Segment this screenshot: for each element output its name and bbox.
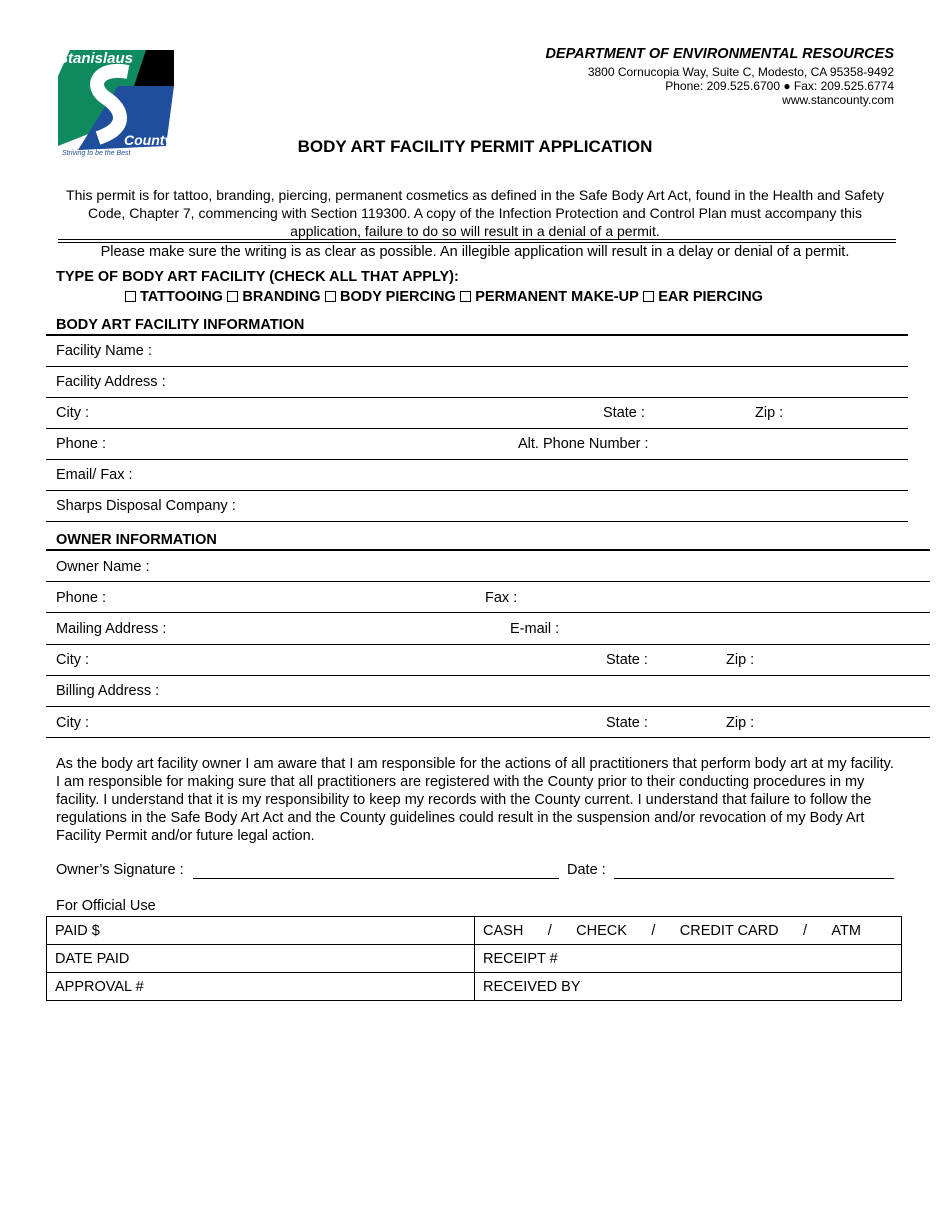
- official-use-heading: For Official Use: [56, 898, 156, 914]
- owner-statement: As the body art facility owner I am aware that I am responsible for the actions of all practitioners that perform body art at my facility. I am responsible for making sure that all practitioners are registered with the County prior to their conducting procedures in my facility. I understand that it is my responsibility to keep my records with the County current. I understand that failure to follow the regulations in the Safe Body Art Act and the County guidelines could result in the suspension and/or revocation of my Body Art Facility Permit and/or future legal action.: [56, 756, 894, 844]
- option-body-piercing: BODY PIERCING: [340, 289, 456, 305]
- field-rule: [46, 459, 908, 460]
- billing-zip-label: Zip :: [726, 715, 755, 731]
- payment-separator: /: [802, 922, 808, 939]
- checkbox-branding[interactable]: [227, 291, 238, 302]
- option-permanent-make-up: PERMANENT MAKE-UP: [475, 289, 639, 305]
- owner-city-label: City :: [56, 652, 90, 668]
- field-rule: [46, 675, 930, 676]
- owner-signature-field[interactable]: [193, 858, 559, 879]
- billing-state-label: State :: [606, 715, 648, 731]
- date-paid-label: DATE PAID: [55, 950, 130, 967]
- payment-cash[interactable]: CASH: [483, 922, 524, 939]
- owner-state-field[interactable]: [656, 649, 716, 673]
- facility-info-heading: BODY ART FACILITY INFORMATION: [56, 317, 305, 333]
- department-name: DEPARTMENT OF ENVIRONMENTAL RESOURCES: [545, 46, 894, 62]
- divider: [58, 239, 896, 240]
- receipt-cell[interactable]: [475, 945, 902, 973]
- owner-name-label: Owner Name :: [56, 559, 150, 575]
- field-rule: [46, 737, 930, 738]
- payment-atm[interactable]: ATM: [831, 922, 861, 939]
- owner-state-label: State :: [606, 652, 648, 668]
- date-label: Date :: [567, 862, 606, 878]
- billing-address-label: Billing Address :: [56, 683, 160, 699]
- sharps-disposal-field[interactable]: [255, 495, 905, 519]
- owner-mailing-address-field[interactable]: [180, 618, 500, 642]
- logo-bottom-text: County: [124, 132, 173, 148]
- department-website: www.stancounty.com: [782, 93, 894, 107]
- facility-phone-field[interactable]: [115, 433, 505, 457]
- field-rule: [46, 366, 908, 367]
- field-rule: [46, 612, 930, 613]
- official-use-table: [46, 916, 902, 1001]
- option-branding: BRANDING: [242, 289, 321, 305]
- date-paid-cell[interactable]: [47, 945, 475, 973]
- owner-phone-label: Phone :: [56, 590, 106, 606]
- facility-address-field[interactable]: [180, 371, 905, 395]
- facility-type-options: [125, 288, 763, 306]
- field-rule: [46, 428, 908, 429]
- billing-city-field[interactable]: [100, 712, 595, 736]
- facility-city-field[interactable]: [100, 402, 590, 426]
- facility-phone-label: Phone :: [56, 436, 106, 452]
- facility-name-field[interactable]: [165, 340, 905, 364]
- field-rule: [46, 706, 930, 707]
- logo-top-text: Stanislaus: [58, 50, 134, 67]
- checkbox-body-piercing[interactable]: [325, 291, 336, 302]
- field-rule: [46, 644, 930, 645]
- paid-label: PAID $: [55, 922, 100, 939]
- facility-name-label: Facility Name :: [56, 343, 152, 359]
- owner-fax-field[interactable]: [525, 587, 925, 611]
- facility-zip-label: Zip :: [755, 405, 784, 421]
- facility-email-fax-label: Email/ Fax :: [56, 467, 133, 483]
- department-phone-fax: Phone: 209.525.6700 ● Fax: 209.525.6774: [665, 79, 894, 93]
- date-field[interactable]: [614, 858, 894, 879]
- paid-cell[interactable]: [47, 917, 475, 945]
- receipt-label: RECEIPT #: [483, 950, 558, 967]
- owner-mailing-address-label: Mailing Address :: [56, 621, 167, 637]
- intro-text: This permit is for tattoo, branding, piercing, permanent cosmetics as defined in the Safe Body Art Act, found in the Health and Safety Code, Chapter 7, commencing with Section 119300. A copy of the Infection Protection and Control Plan must accompany this application, failure to do so will result in a denial of a permit.: [66, 187, 884, 239]
- facility-address-label: Facility Address :: [56, 374, 166, 390]
- page-title: BODY ART FACILITY PERMIT APPLICATION: [297, 137, 653, 156]
- facility-alt-phone-label: Alt. Phone Number :: [518, 436, 649, 452]
- facility-type-heading: TYPE OF BODY ART FACILITY (CHECK ALL THAT APPLY):: [56, 269, 459, 285]
- owner-signature-label: Owner’s Signature :: [56, 862, 184, 878]
- payment-check[interactable]: CHECK: [576, 922, 627, 939]
- billing-city-label: City :: [56, 715, 90, 731]
- option-tattooing: TATTOOING: [140, 289, 223, 305]
- payment-method-cell: [475, 917, 902, 945]
- owner-city-field[interactable]: [100, 649, 595, 673]
- legibility-note: Please make sure the writing is as clear as possible. An illegible application will result in a delay or denial of a permit.: [100, 244, 850, 260]
- checkbox-ear-piercing[interactable]: [643, 291, 654, 302]
- logo-tagline: Striving to be the Best: [62, 150, 131, 157]
- facility-alt-phone-field[interactable]: [665, 433, 905, 457]
- payment-separator: /: [547, 922, 552, 939]
- owner-zip-label: Zip :: [726, 652, 755, 668]
- received-by-cell[interactable]: [475, 973, 902, 1001]
- approval-cell[interactable]: [47, 973, 475, 1001]
- field-rule: [46, 490, 908, 491]
- owner-email-field[interactable]: [570, 618, 925, 642]
- owner-info-heading: OWNER INFORMATION: [56, 532, 217, 548]
- owner-zip-field[interactable]: [762, 649, 925, 673]
- department-address: 3800 Cornucopia Way, Suite C, Modesto, CA 95358-9492: [587, 65, 894, 79]
- billing-state-field[interactable]: [656, 712, 716, 736]
- payment-credit-card[interactable]: CREDIT CARD: [679, 922, 779, 939]
- sharps-disposal-label: Sharps Disposal Company :: [56, 498, 236, 514]
- checkbox-tattooing[interactable]: [125, 291, 136, 302]
- owner-phone-field[interactable]: [115, 587, 475, 611]
- payment-separator: /: [651, 922, 656, 939]
- checkbox-permanent-make-up[interactable]: [460, 291, 471, 302]
- billing-address-field[interactable]: [175, 680, 925, 704]
- approval-label: APPROVAL #: [55, 978, 144, 995]
- option-ear-piercing: EAR PIERCING: [658, 289, 763, 305]
- owner-name-field[interactable]: [165, 556, 925, 580]
- section-rule: [46, 334, 908, 336]
- divider: [58, 242, 896, 243]
- facility-city-label: City :: [56, 405, 90, 421]
- section-rule: [46, 549, 930, 551]
- facility-zip-field[interactable]: [790, 402, 905, 426]
- received-by-label: RECEIVED BY: [483, 978, 581, 995]
- owner-fax-label: Fax :: [485, 590, 518, 606]
- owner-email-label: E-mail :: [510, 621, 560, 637]
- facility-state-label: State :: [603, 405, 645, 421]
- field-rule: [46, 521, 908, 522]
- field-rule: [46, 581, 930, 582]
- billing-zip-field[interactable]: [762, 712, 925, 736]
- field-rule: [46, 397, 908, 398]
- facility-email-fax-field[interactable]: [145, 464, 905, 488]
- facility-state-field[interactable]: [652, 402, 747, 426]
